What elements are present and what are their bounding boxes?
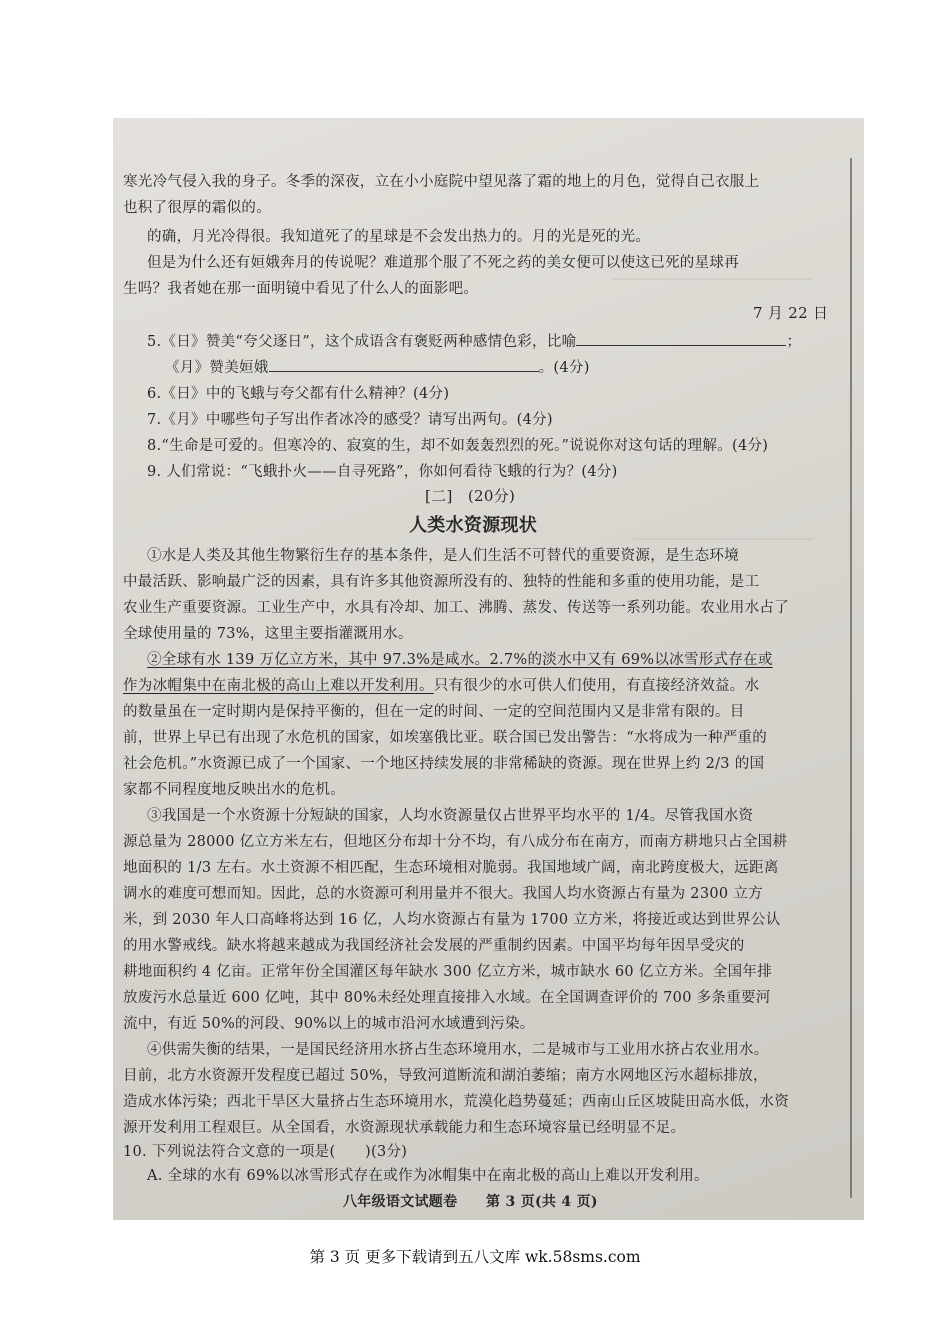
bleed-through: [633, 538, 813, 540]
question-9: 9. 人们常说：“飞蛾扑火——自寻死路”，你如何看待飞蛾的行为？(4分): [147, 464, 618, 480]
exam-page-footer: 八年级语文试题卷 第 3 页(共 4 页): [343, 1194, 598, 1210]
article-line: 社会危机。”水资源已成了一个国家、一个地区持续发展的非常稀缺的资源。现在世界上约 2/3 的国: [123, 756, 765, 772]
passage-line: 生吗？我者她在那一面明镜中看见了什么人的面影吧。: [123, 281, 479, 297]
article-line: 地面积的 1/3 左右。水土资源不相匹配，生态环境相对脆弱。我国地域广阔，南北跨度极大，远距离: [123, 860, 779, 876]
article-line: 造成水体污染；西北干旱区大量挤占生态环境用水，荒漠化趋势蔓延；西南山丘区坡陡田高水低，水资: [123, 1094, 789, 1110]
article-line: 米，到 2030 年人口高峰将达到 16 亿，人均水资源占有量为 1700 立方米，将接近或达到世界公认: [123, 912, 781, 928]
question-7: 7.《月》中哪些句子写出作者冰冷的感受？请写出两句。(4分): [147, 412, 553, 428]
article-line: 目前，北方水资源开发程度已超过 50%，导致河道断流和湖泊萎缩；南方水网地区污水超标排放，: [123, 1068, 768, 1084]
article-line: 放废污水总量近 600 亿吨，其中 80%未经处理直接排入水域。在全国调查评价的 700 多条重要河: [123, 990, 771, 1006]
passage-date: 7 月 22 日: [753, 304, 829, 322]
article-title: 人类水资源现状: [409, 515, 538, 536]
article-line: 全球使用量的 73%，这里主要指灌溉用水。: [123, 626, 413, 642]
question-5b-text: 《月》赞美姮娥: [165, 360, 269, 376]
article-line: 的用水警戒线。缺水将越来越成为我国经济社会发展的严重制约因素。中国平均每年因旱受灾的: [123, 938, 745, 954]
answer-blank[interactable]: [576, 331, 786, 346]
article-line: 中最活跃、影响最广泛的因素，具有许多其他资源所没有的、独特的性能和多重的使用功能，是工: [123, 574, 760, 590]
article-line: 家都不同程度地反映出水的危机。: [123, 782, 345, 798]
answer-blank[interactable]: [269, 357, 539, 372]
line-rest: 只有很少的水可供人们使用，有直接经济效益。水: [433, 678, 760, 694]
margin-rule: [850, 158, 852, 1198]
question-10-option-a: A. 全球的水有 69%以冰雪形式存在或作为冰帽集中在南北极的高山上难以开发利用。: [147, 1168, 709, 1184]
question-6: 6.《日》中的飞蛾与夸父都有什么精神？(4分): [147, 386, 450, 402]
article-line-underlined: ②全球有水 139 万亿立方米，其中 97.3%是咸水。2.7%的淡水中又有 69%以冰雪形式存在或: [147, 652, 773, 668]
scanned-exam-page: [113, 118, 864, 1220]
article-line: ④供需失衡的结果，一是国民经济用水挤占生态环境用水，二是城市与工业用水挤占农业用水。: [147, 1042, 769, 1058]
article-line: 流中，有近 50%的河段、90%以上的城市沿河水域遭到污染。: [123, 1016, 535, 1032]
question-5b: [165, 356, 590, 377]
article-line: [123, 674, 759, 695]
page-caption: 第 3 页 更多下载请到五八文库 wk.58sms.com: [309, 1248, 641, 1266]
article-line: ①水是人类及其他生物繁衍生存的基本条件，是人们生活不可替代的重要资源，是生态环境: [147, 548, 739, 564]
question-5a: [147, 330, 801, 351]
article-line: 耕地面积约 4 亿亩。正常年份全国灌区每年缺水 300 亿立方米，城市缺水 60 亿立方米。全国年排: [123, 964, 773, 980]
bleed-through: [613, 278, 813, 280]
article-line: 源总量为 28000 亿立方米左右，但地区分布却十分不均，有八成分布在南方，而南方耕地只占全国耕: [123, 834, 788, 850]
article-line: ③我国是一个水资源十分短缺的国家，人均水资源量仅占世界平均水平的 1/4。尽管我国水资: [147, 808, 754, 824]
question-8: 8.“生命是可爱的。但寒冷的、寂寞的生，却不如轰轰烈烈的死。”说说你对这句话的理解。(4分): [147, 438, 769, 454]
article-line: 前，世界上早已有出现了水危机的国家，如埃塞俄比亚。联合国已发出警告：“水将成为一种严重的: [123, 730, 768, 746]
article-line: 源开发利用工程艰巨。从全国看，水资源现状承载能力和生态环境容量已经明显不足。: [123, 1120, 686, 1136]
section-heading: [二] (20分): [425, 487, 516, 505]
question-10: 10. 下列说法符合文意的一项是( )(3分): [123, 1144, 408, 1160]
passage-line: 寒光冷气侵入我的身子。冬季的深夜，立在小小庭院中望见落了霜的地上的月色，觉得自己衣服上: [123, 174, 760, 190]
underlined-span: 作为冰帽集中在南北极的高山上难以开发利用。: [123, 678, 434, 694]
question-5b-end: 。(4分): [538, 360, 590, 376]
article-line: 农业生产重要资源。工业生产中，水具有冷却、加工、沸腾、蒸发、传送等一系列功能。农业用水占了: [123, 600, 789, 616]
question-5a-end: ；: [786, 334, 802, 350]
passage-line: 也积了很厚的霜似的。: [123, 200, 271, 216]
article-line: 调水的难度可想而知。因此，总的水资源可利用量并不很大。我国人均水资源占有量为 2300 立方: [123, 886, 763, 902]
passage-line: 但是为什么还有姮娥奔月的传说呢？难道那个服了不死之药的美女便可以使这已死的星球再: [147, 255, 739, 271]
passage-line: 的确，月光冷得很。我知道死了的星球是不会发出热力的。月的光是死的光。: [147, 229, 651, 245]
question-5a-text: 5.《日》赞美“夸父逐日”，这个成语含有褒贬两种感情色彩，比喻: [147, 334, 577, 350]
article-line: 的数量虽在一定时期内是保持平衡的，但在一定的时间、一定的空间范围内又是非常有限的。目: [123, 704, 745, 720]
